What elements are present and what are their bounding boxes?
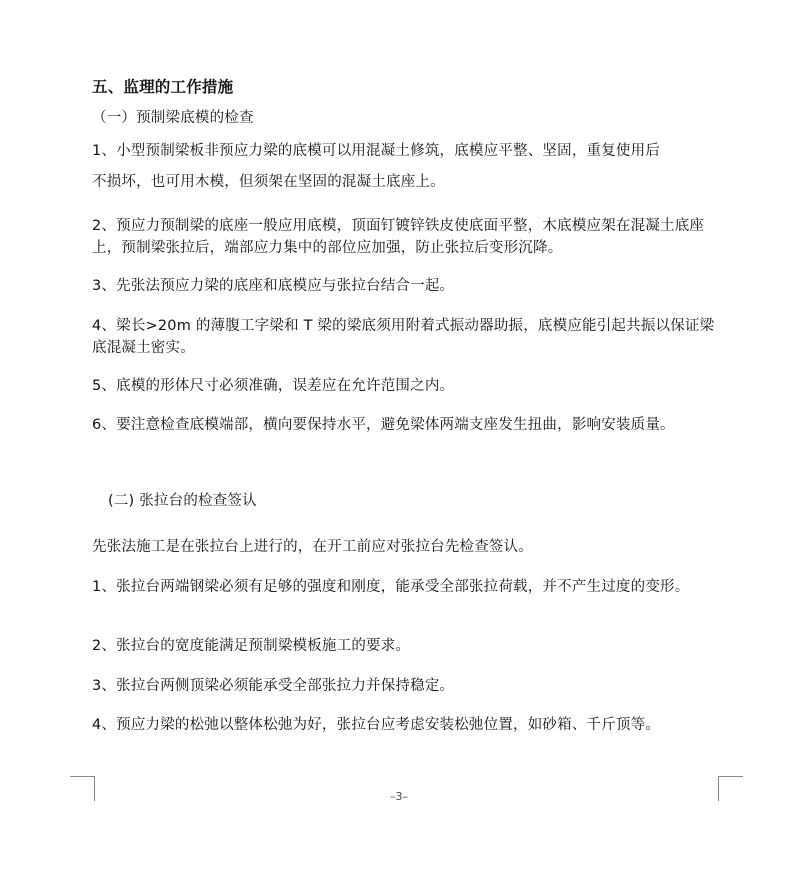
subsection-title-1: （一）预制梁底模的检查	[92, 110, 254, 126]
subsection-title-2: (二) 张拉台的检查签认	[108, 493, 257, 509]
paragraph: 先张法施工是在张拉台上进行的，在开工前应对张拉台先检查签认。	[92, 539, 533, 555]
paragraph: 2、张拉台的宽度能满足预制梁模板施工的要求。	[92, 638, 411, 654]
paragraph: 1、小型预制梁板非预应力梁的底模可以用混凝土修筑，底模应平整、坚固，重复使用后	[92, 143, 661, 159]
section-title: 五、监理的工作措施	[92, 78, 234, 96]
paragraph: 2、预应力预制梁的底座一般应用底模，顶面钉镀锌铁皮使底面平整，木底模应架在混凝土底座上，预制梁张拉后，端部应力集中的部位应加强，防止张拉后变形沉降。	[92, 218, 705, 256]
crop-mark-right	[718, 776, 743, 801]
page-number: –3–	[390, 790, 408, 803]
paragraph: 3、先张法预应力梁的底座和底模应与张拉台结合一起。	[92, 278, 455, 294]
crop-mark-left	[70, 776, 95, 801]
paragraph: 1、张拉台两端钢梁必须有足够的强度和刚度，能承受全部张拉荷载，并不产生过度的变形。	[92, 579, 690, 595]
paragraph: 4、预应力梁的松弛以整体松弛为好，张拉台应考虑安装松弛位置，如砂箱、千斤顶等。	[92, 717, 661, 733]
paragraph: 5、底模的形体尺寸必须准确，误差应在允许范围之内。	[92, 378, 455, 394]
paragraph: 4、梁长>20m 的薄腹工字梁和 T 梁的梁底须用附着式振动器助振，底模应能引起共振以保证梁底混凝土密实。	[92, 318, 715, 356]
paragraph: 6、要注意检查底模端部，横向要保持水平，避免梁体两端支座发生扭曲，影响安装质量。	[92, 417, 675, 433]
paragraph: 不损坏，也可用木模，但须架在坚固的混凝土底座上。	[92, 174, 445, 190]
paragraph: 3、张拉台两侧顶梁必须能承受全部张拉力并保持稳定。	[92, 678, 455, 694]
